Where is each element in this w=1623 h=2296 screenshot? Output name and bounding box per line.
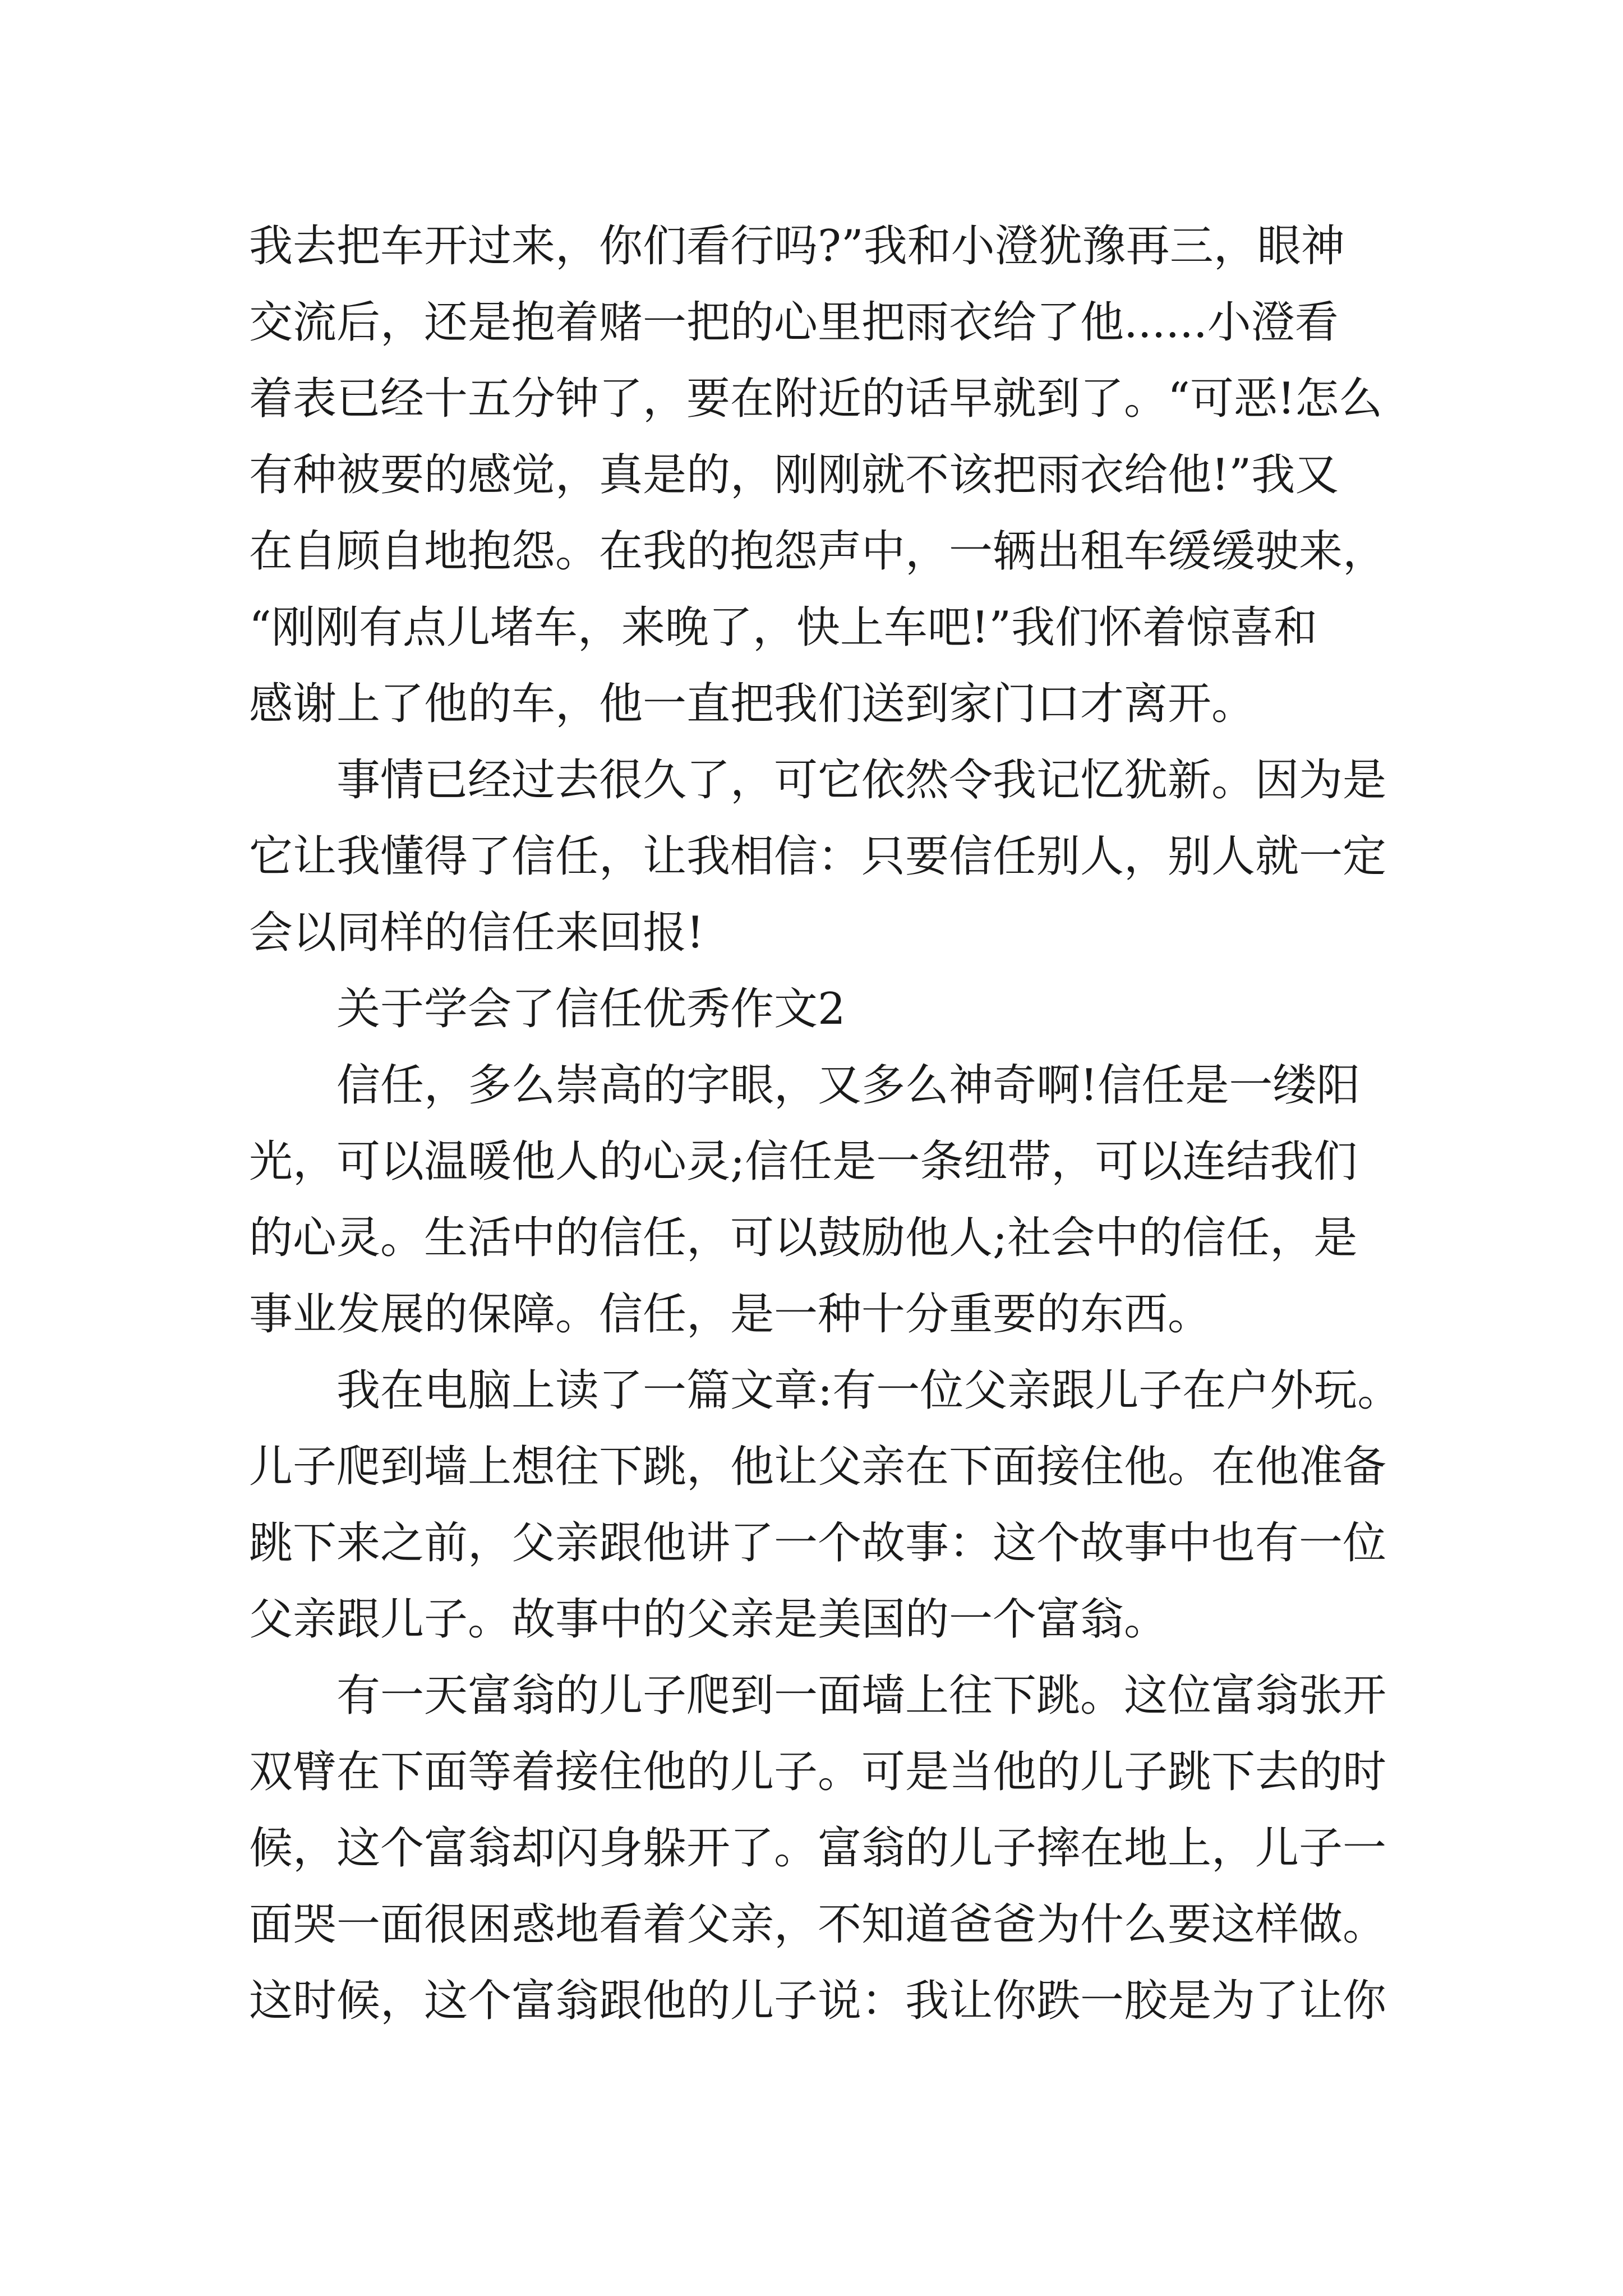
text-line: 的心灵。生活中的信任，可以鼓励他人;社会中的信任，是 (249, 1213, 1358, 1263)
text-line: 这时候，这个富翁跟他的儿子说：我让你跌一胶是为了让你 (249, 1976, 1387, 2026)
text-line: 面哭一面很困惑地看着父亲，不知道爸爸为什么要这样做。 (249, 1899, 1387, 1950)
text-line: 儿子爬到墙上想往下跳，他让父亲在下面接住他。在他准备 (249, 1442, 1387, 1492)
text-line: 事业发展的保障。信任，是一种十分重要的东西。 (249, 1289, 1212, 1340)
text-line: 在自顾自地抱怨。在我的抱怨声中，一辆出租车缓缓驶来， (249, 526, 1387, 577)
text-line: 事情已经过去很久了，可它依然令我记忆犹新。因为是 (249, 755, 1387, 806)
body-text (249, 208, 1401, 2039)
text-line: 会以同样的信任来回报! (249, 908, 704, 958)
text-line: 父亲跟儿子。故事中的父亲是美国的一个富翁。 (249, 1594, 1168, 1645)
text-line: 我在电脑上读了一篇文章:有一位父亲跟儿子在户外玩。 (249, 1365, 1401, 1416)
text-line: 有一天富翁的儿子爬到一面墙上往下跳。这位富翁张开 (249, 1671, 1387, 1721)
text-line: 跳下来之前，父亲跟他讲了一个故事：这个故事中也有一位 (249, 1518, 1387, 1568)
text-line: 候，这个富翁却闪身躲开了。富翁的儿子摔在地上，儿子一 (249, 1823, 1387, 1874)
text-line: 交流后，还是抱着赌一把的心里把雨衣给了他......小澄看 (249, 297, 1339, 348)
text-line: 双臂在下面等着接住他的儿子。可是当他的儿子跳下去的时 (249, 1747, 1387, 1797)
text-line: 感谢上了他的车，他一直把我们送到家门口才离开。 (249, 679, 1256, 729)
text-line: 信任，多么崇高的字眼，又多么神奇啊!信任是一缕阳 (249, 1060, 1361, 1111)
text-line: “刚刚有点儿堵车，来晚了，快上车吧!”我们怀着惊喜和 (249, 602, 1318, 653)
text-line: 它让我懂得了信任，让我相信：只要信任别人，别人就一定 (249, 831, 1387, 882)
section-heading: 关于学会了信任优秀作文2 (249, 984, 846, 1034)
text-line: 着表已经十五分钟了，要在附近的话早就到了。“可恶!怎么 (249, 374, 1383, 424)
text-line: 我去把车开过来，你们看行吗?”我和小澄犹豫再三，眼神 (249, 221, 1345, 272)
text-line: 光，可以温暖他人的心灵;信任是一条纽带，可以连结我们 (249, 1137, 1358, 1187)
text-line: 有种被要的感觉，真是的，刚刚就不该把雨衣给他!”我又 (249, 450, 1339, 500)
